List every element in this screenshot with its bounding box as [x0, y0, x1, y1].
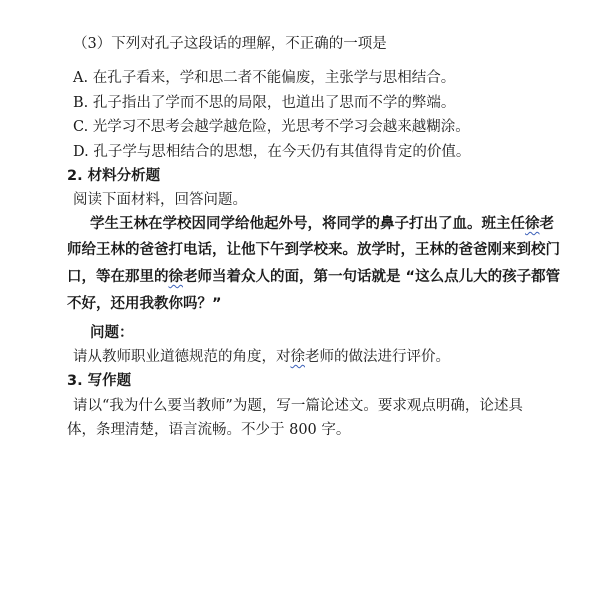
- question3-stem: （3）下列对孔子这段话的理解，不正确的一项是: [73, 36, 387, 52]
- underlined-name: 徐: [168, 269, 183, 285]
- section2-heading: 2. 材料分析题: [67, 168, 161, 184]
- underlined-name: 徐: [525, 216, 540, 232]
- material-line-2: 师给王林的爸爸打电话，让他下午到学校来。放学时，王林的爸爸刚来到校门: [67, 242, 560, 258]
- question-label: 问题：: [90, 325, 134, 341]
- material-line-3: 口，等在那里的徐老师当着众人的面，第一句话就是 “这么点儿大的孩子都管: [67, 269, 561, 285]
- section3-prompt-line-1: 请以“我为什么要当教师”为题，写一篇论述文。要求观点明确，论述具: [73, 398, 523, 414]
- question-text: 请从教师职业道德规范的角度，对徐老师的做法进行评价。: [73, 349, 450, 365]
- question3-option-b: B. 孔子指出了学而不思的局限，也道出了思而不学的弊端。: [73, 95, 456, 111]
- question3-option-d: D. 孔子学与思相结合的思想，在今天仍有其值得肯定的价值。: [73, 144, 471, 160]
- material-line-4: 不好，还用我教你吗？”: [67, 296, 222, 312]
- underlined-name: 徐: [290, 349, 305, 365]
- section3-prompt-line-2: 体，条理清楚，语言流畅。不少于 800 字。: [67, 422, 351, 438]
- section2-instruction: 阅读下面材料，回答问题。: [73, 192, 247, 208]
- question3-option-a: A. 在孔子看来，学和思二者不能偏废，主张学与思相结合。: [73, 70, 456, 86]
- material-line-1: 学生王林在学校因同学给他起外号，将同学的鼻子打出了血。班主任徐老: [90, 216, 554, 232]
- section3-heading: 3. 写作题: [67, 373, 132, 389]
- question3-option-c: C. 光学习不思考会越学越危险，光思考不学习会越来越糊涂。: [73, 119, 470, 135]
